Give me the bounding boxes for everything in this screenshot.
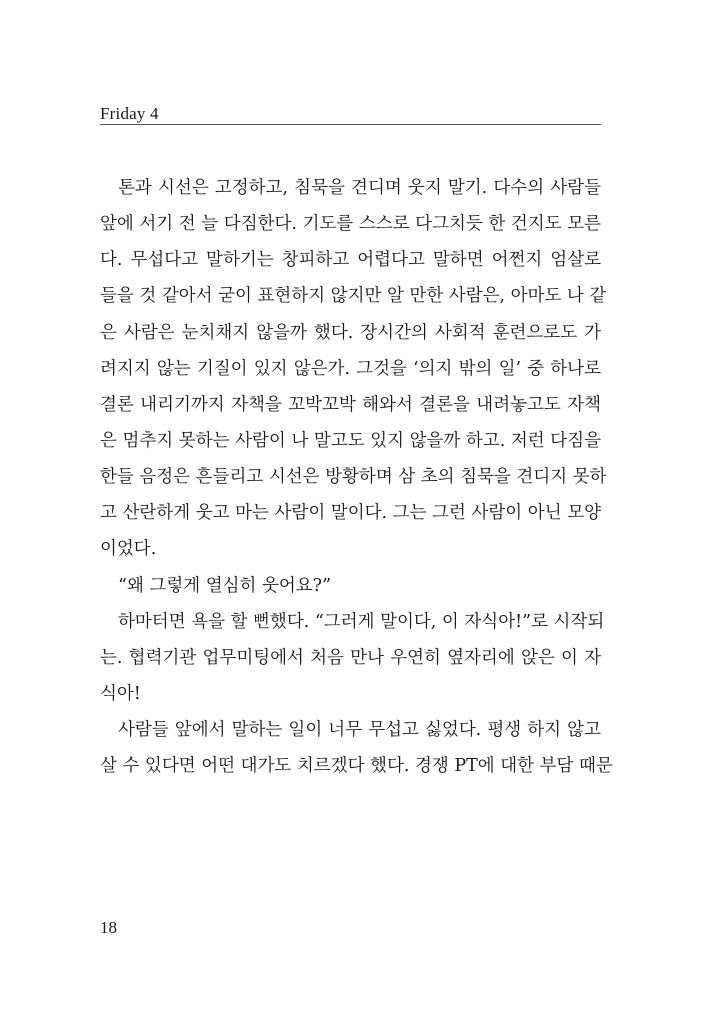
page-number: 18 [100, 918, 117, 937]
text-line: 하마터면 욕을 할 뻔했다. “그러게 말이다, 이 자식아!”로 시작되 [118, 611, 605, 632]
text-line: 살 수 있다면 어떤 대가도 치르겠다 했다. 경쟁 PT에 대한 부담 때문 [100, 756, 613, 777]
text-line: 는. 협력기관 업무미팅에서 처음 만나 우연히 옆자리에 앉은 이 자 [100, 647, 601, 668]
text-line: 사람들 앞에서 말하는 일이 너무 무섭고 싫었다. 평생 하지 않고 [118, 720, 601, 741]
text-line: 들을 것 같아서 굳이 표현하지 않지만 알 만한 사람은, 아마도 나 같 [100, 286, 607, 307]
text-line: 한들 음정은 흔들리고 시선은 방황하며 삼 초의 침묵을 견디지 못하 [100, 467, 607, 488]
text-line: 이었다. [100, 539, 157, 560]
running-head: Friday 4 [100, 104, 159, 123]
text-line: 결론 내리기까지 자책을 꼬박꼬박 해와서 결론을 내려놓고도 자책 [100, 394, 601, 415]
text-line: 톤과 시선은 고정하고, 침묵을 견디며 웃지 말기. 다수의 사람들 [118, 178, 601, 198]
header-rule [100, 124, 601, 125]
text-line: 앞에 서기 전 늘 다짐한다. 기도를 스스로 다그치듯 한 건지도 모른 [100, 214, 601, 235]
text-line: 고 산란하게 웃고 마는 사람이 말이다. 그는 그런 사람이 아닌 모양 [100, 503, 601, 524]
text-line: 다. 무섭다고 말하기는 창피하고 어렵다고 말하면 어쩐지 엄살로 [100, 250, 601, 271]
text-line: 은 사람은 눈치채지 않을까 했다. 장시간의 사회적 훈련으로도 가 [100, 322, 601, 343]
paragraph-2 [100, 568, 601, 604]
text-line: 식아! [100, 683, 141, 704]
text-line: 려지지 않는 기질이 있지 않은가. 그것을 ‘의지 밖의 일’ 중 하나로 [100, 358, 601, 379]
text-line: 은 멈추지 못하는 사람이 나 말고도 있지 않을까 하고. 저런 다짐을 [100, 430, 601, 451]
text-line: “왜 그렇게 열심히 웃어요?” [118, 575, 332, 596]
body-text [100, 170, 613, 784]
paragraph-3 [100, 604, 605, 712]
paragraph-1 [100, 170, 607, 568]
paragraph-4 [100, 712, 613, 784]
